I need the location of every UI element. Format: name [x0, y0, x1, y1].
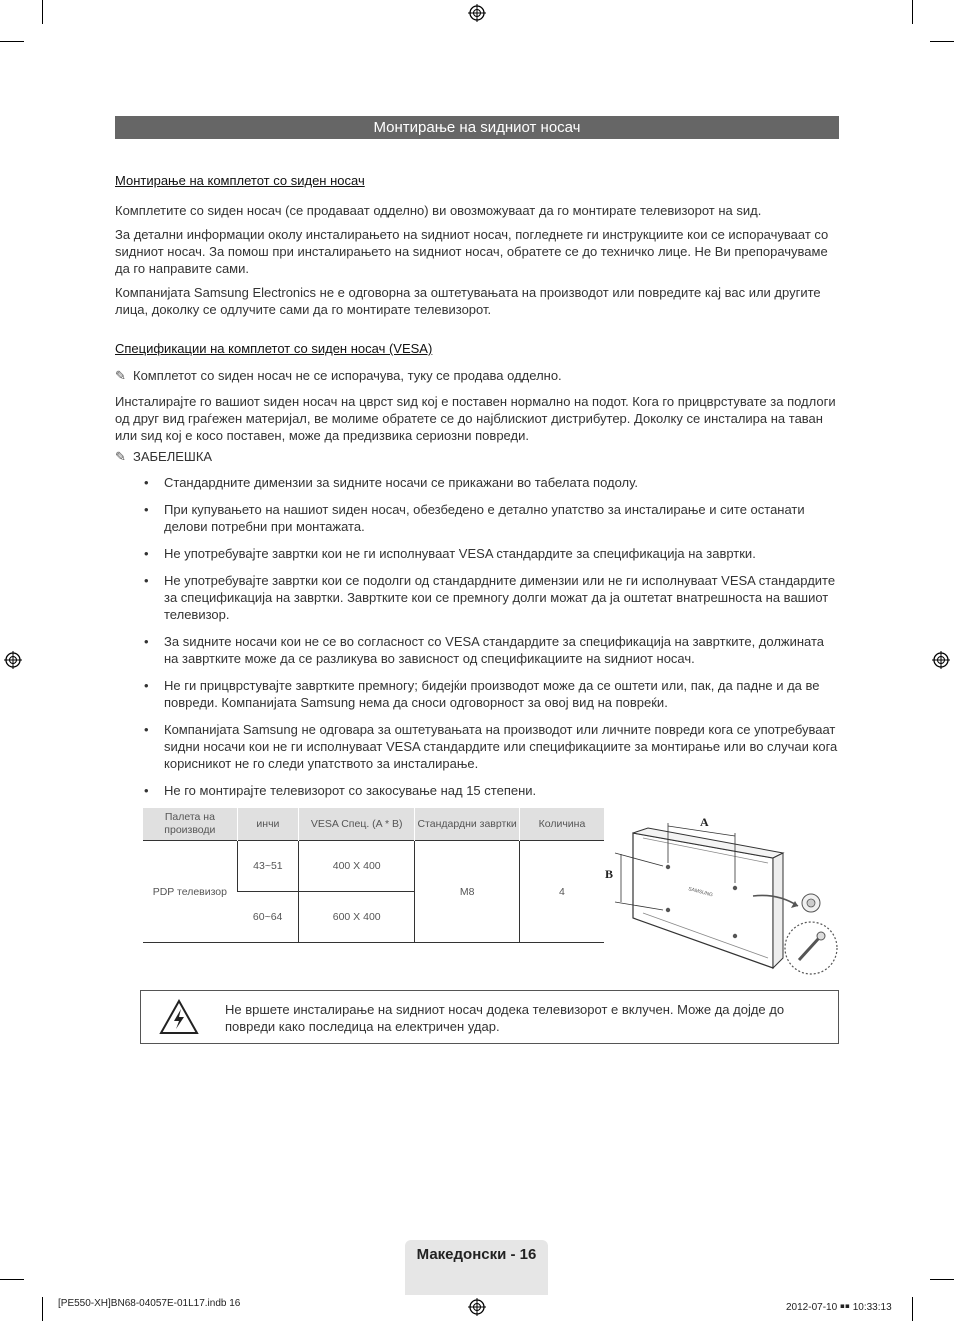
list-item: • Компанијата Samsung не одговара за оштетувањата на производот или личните повреди кога се употребуваат ѕидни носачи кои не ги исполнуваат VESA стандардите или спецификациите за монтирање или во случаи кога корисникот не го следи упатството за инсталирање.: [140, 721, 840, 772]
product-cell: PDP телевизор: [143, 841, 237, 943]
vesa-cell: 400 X 400: [299, 841, 415, 892]
list-item: • При купувањето на нашиот ѕиден носач, обезбедено е детално упатство за инсталирање и сите останати делови потребни при монтажата.: [140, 501, 840, 535]
table-header: Количина: [519, 808, 604, 841]
vesa-note-1: [115, 367, 562, 384]
vesa-heading: Спецификации на комплетот со ѕиден носач (VESA): [115, 341, 433, 356]
page-number-tab: [405, 1240, 548, 1295]
list-item: • За ѕидните носачи кои не се во согласност со VESA стандардите за спецификација на завртките, должината на завртките може да се разликува во зависност од спецификациите на ѕидниот носач.: [140, 633, 840, 667]
note-bullet-list: [140, 474, 840, 809]
vesa-note-label: [115, 448, 212, 465]
registration-mark-right: [932, 651, 950, 669]
electric-shock-warning: [140, 990, 839, 1044]
warning-text: Не вршете инсталирање на ѕидниот носач додека телевизорот е вклучен. Може да дојде до повреди како последица на електричен удар.: [225, 1002, 785, 1034]
dimension-label-a: A: [700, 815, 709, 829]
vesa-cell: 600 X 400: [299, 892, 415, 943]
list-item: • Стандардните димензии за ѕидните носачи се прикажани во табелата подолу.: [140, 474, 840, 491]
table-header: VESA Спец. (A * B): [299, 808, 415, 841]
mount-kit-paragraph-1: Комплетите со ѕиден носач (се продаваат одделно) ви овозможуваат да го монтирате телевизорот на ѕид.: [115, 203, 762, 218]
list-item: • Не ги прицврстувајте завртките премногу; бидејќи производот може да се оштети или, пак, да падне и да ве повреди. Компанијата Samsung нема да сноси одговорност за овој вид на повреќи.: [140, 677, 840, 711]
screw-cell: M8: [415, 841, 520, 943]
mount-kit-paragraph-2: За детални информации околу инсталирањето на ѕидниот носач, погледнете ги инструкциите кои се испорачуваат со ѕидниот носач. За помош при инсталирањето на ѕидниот носач, обратете се до техничко лице. Не Ви препорачуваме да го направите сами.: [115, 227, 829, 276]
vesa-note-1-text: Комплетот со ѕиден носач не се испорачува, туку се продава одделно.: [133, 368, 562, 383]
footer-timestamp: 2012-07-10 ￭￭ 10:33:13: [786, 1302, 892, 1313]
page-number: Македонски - 16: [416, 1246, 537, 1263]
table-header: Стандардни завртки: [415, 808, 520, 841]
pencil-note-icon: ✎: [115, 368, 126, 383]
registration-mark-bottom: [468, 1298, 486, 1316]
inches-cell: 60~64: [237, 892, 298, 943]
section-title: Монтирање на ѕидниот носач: [115, 116, 839, 139]
mount-kit-heading: Монтирање на комплетот со ѕиден носач: [115, 173, 365, 188]
table-row: [143, 841, 604, 892]
high-voltage-warning-icon: [159, 999, 199, 1035]
tv-brand-logo: SAMSUNG: [687, 886, 714, 899]
inches-cell: 43~51: [237, 841, 298, 892]
pencil-note-icon: ✎: [115, 449, 126, 464]
vesa-spec-table: [143, 808, 604, 943]
list-item: • Не го монтирајте телевизорот со закосување над 15 степени.: [140, 782, 840, 799]
note-label-text: ЗАБЕЛЕШКА: [133, 449, 213, 464]
list-item: • Не употребувајте завртки кои се подолги од стандардните димензии или не ги исполнуваат VESA стандардите за спецификација на завртки. Завртките кои се премногу долги можат да ја оштетат внатрешноста на вашиот телевизор.: [140, 572, 840, 623]
table-header: Палета на производи: [143, 808, 237, 841]
table-header: инчи: [237, 808, 298, 841]
registration-mark-top: [468, 4, 486, 22]
vesa-paragraph: Инсталирајте го вашиот ѕиден носач на цврст ѕид кој е поставен нормално на подот. Кога го прицврстувате за подлоги од друг вид граѓежен материјал, ве молиме обратете се до најблискиот дистрибутер. Доколку се инсталира на таван или ѕид кој е косо поставен, може да предизвика сериозни повреди.: [115, 394, 836, 443]
list-item: • Не употребувајте завртки кои не ги исполнуваат VESA стандардите за спецификација на завртки.: [140, 545, 840, 562]
dimension-label-b: B: [605, 867, 614, 881]
registration-mark-left: [4, 651, 22, 669]
mount-kit-paragraph-3: Компанијата Samsung Electronics не е одговорна за оштетувањата на производот или повредите кај вас или другите лица, доколку се одлучите сами да го монтирате телевизорот.: [115, 285, 821, 317]
tv-mount-diagram: [603, 808, 843, 978]
quantity-cell: 4: [519, 841, 604, 943]
footer-file-info: [PE550-XH]BN68-04057E-01L17.indb 16: [58, 1298, 241, 1309]
